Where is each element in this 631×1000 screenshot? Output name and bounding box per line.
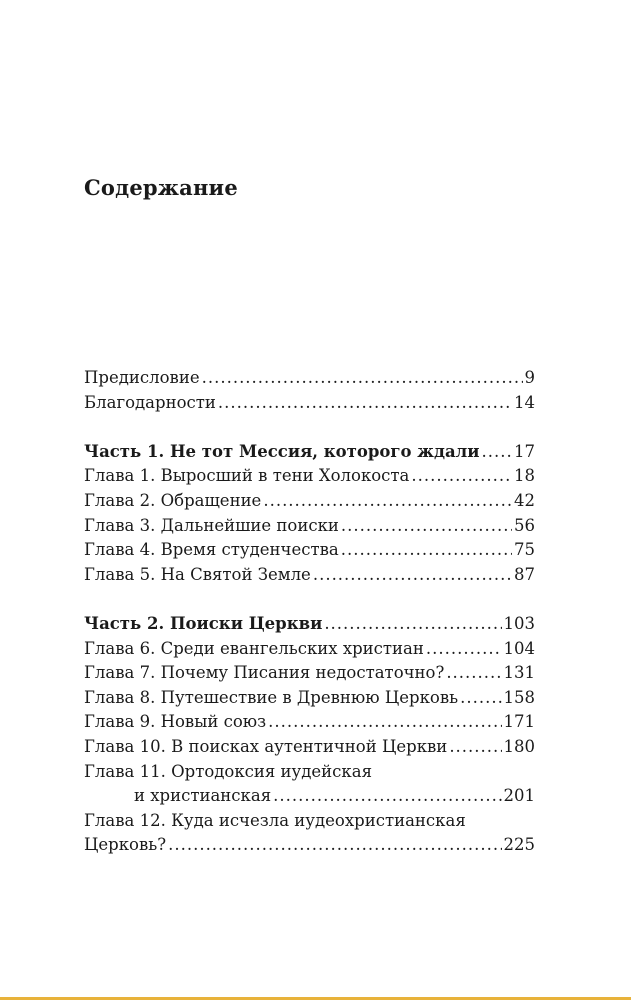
toc-entry-title: Глава 5. На Святой Земле <box>84 564 311 584</box>
toc-page-number: 104 <box>503 638 535 658</box>
toc-page-number: 225 <box>503 835 535 855</box>
toc-entry-chapter-1[interactable] <box>84 464 535 489</box>
toc-entry-chapter-6[interactable] <box>84 637 535 662</box>
dot-leader <box>460 686 501 711</box>
dot-leader <box>273 784 501 809</box>
toc-entry-chapter-8[interactable] <box>84 686 535 711</box>
dot-leader <box>341 514 512 539</box>
dot-leader <box>324 612 501 637</box>
toc-page-number: 42 <box>514 490 535 510</box>
toc-page-number: 9 <box>524 368 535 387</box>
toc-entry-title: Глава 9. Новый союз <box>84 712 267 732</box>
toc-entry-chapter-2[interactable] <box>84 489 535 514</box>
dot-leader <box>313 563 512 588</box>
toc-page-number: 75 <box>514 540 535 560</box>
toc-entry-chapter-7[interactable] <box>84 661 535 686</box>
dot-leader <box>341 538 512 563</box>
toc-entry-chapter-10[interactable] <box>84 735 535 760</box>
toc-page-number: 103 <box>503 613 535 633</box>
toc-page-number: 17 <box>514 441 535 461</box>
dot-leader <box>446 661 501 686</box>
table-of-contents <box>84 366 535 858</box>
toc-entry-title-continued: Церковь? <box>84 835 167 855</box>
toc-part-1-heading[interactable] <box>84 440 535 465</box>
toc-entry-title: Благодарности <box>84 392 216 412</box>
toc-entry-title: Глава 12. Куда исчезла иудеохристианская <box>84 810 466 830</box>
dot-leader <box>426 637 502 662</box>
toc-part-2-heading[interactable] <box>84 612 535 637</box>
toc-entry-chapter-9[interactable] <box>84 710 535 735</box>
toc-page-number: 201 <box>503 786 535 806</box>
dot-leader <box>411 464 512 489</box>
toc-page-number: 56 <box>514 515 535 535</box>
toc-entry-title: Глава 6. Среди евангельских христиан <box>84 638 424 658</box>
dot-leader <box>263 489 512 514</box>
toc-entry-title: Глава 1. Выросший в тени Холокоста <box>84 466 410 486</box>
toc-entry-title: Глава 4. Время студенчества <box>84 540 339 560</box>
toc-entry-title: Глава 10. В поисках аутентичной Церкви <box>84 736 448 756</box>
page-title: Содержание <box>84 175 238 200</box>
toc-page-number: 171 <box>503 712 535 732</box>
toc-entry-chapter-12[interactable] <box>84 809 535 858</box>
toc-entry-chapter-5[interactable] <box>84 563 535 588</box>
dot-leader <box>449 735 501 760</box>
toc-entry-acknowledgements[interactable] <box>84 391 535 416</box>
dot-leader <box>202 366 523 391</box>
toc-entry-title: Глава 7. Почему Писания недостаточно? <box>84 663 445 683</box>
dot-leader <box>168 833 501 858</box>
toc-entry-chapter-3[interactable] <box>84 514 535 539</box>
dot-leader <box>218 391 512 416</box>
toc-entry-title: Глава 2. Обращение <box>84 490 262 510</box>
dot-leader <box>268 710 501 735</box>
dot-leader <box>482 440 512 465</box>
toc-entry-title: Часть 1. Не тот Мессия, которого ждали <box>84 441 480 461</box>
toc-entry-title: Глава 8. Путешествие в Древнюю Церковь <box>84 687 459 707</box>
toc-entry-preface[interactable] <box>84 366 535 391</box>
toc-page-number: 18 <box>514 466 535 486</box>
toc-page-number: 131 <box>503 663 535 683</box>
toc-entry-title: Глава 3. Дальнейшие поиски <box>84 515 339 535</box>
toc-entry-chapter-4[interactable] <box>84 538 535 563</box>
toc-page-number: 180 <box>503 736 535 756</box>
toc-page-number: 14 <box>514 392 535 412</box>
toc-entry-title: Предисловие <box>84 368 200 387</box>
toc-page-number: 87 <box>514 564 535 584</box>
toc-entry-title: Часть 2. Поиски Церкви <box>84 613 323 633</box>
toc-entry-title: Глава 11. Ортодоксия иудейская <box>84 761 372 781</box>
toc-entry-title-continued: и христианская <box>134 786 272 806</box>
toc-entry-chapter-11[interactable] <box>84 760 535 809</box>
toc-page-number: 158 <box>503 687 535 707</box>
